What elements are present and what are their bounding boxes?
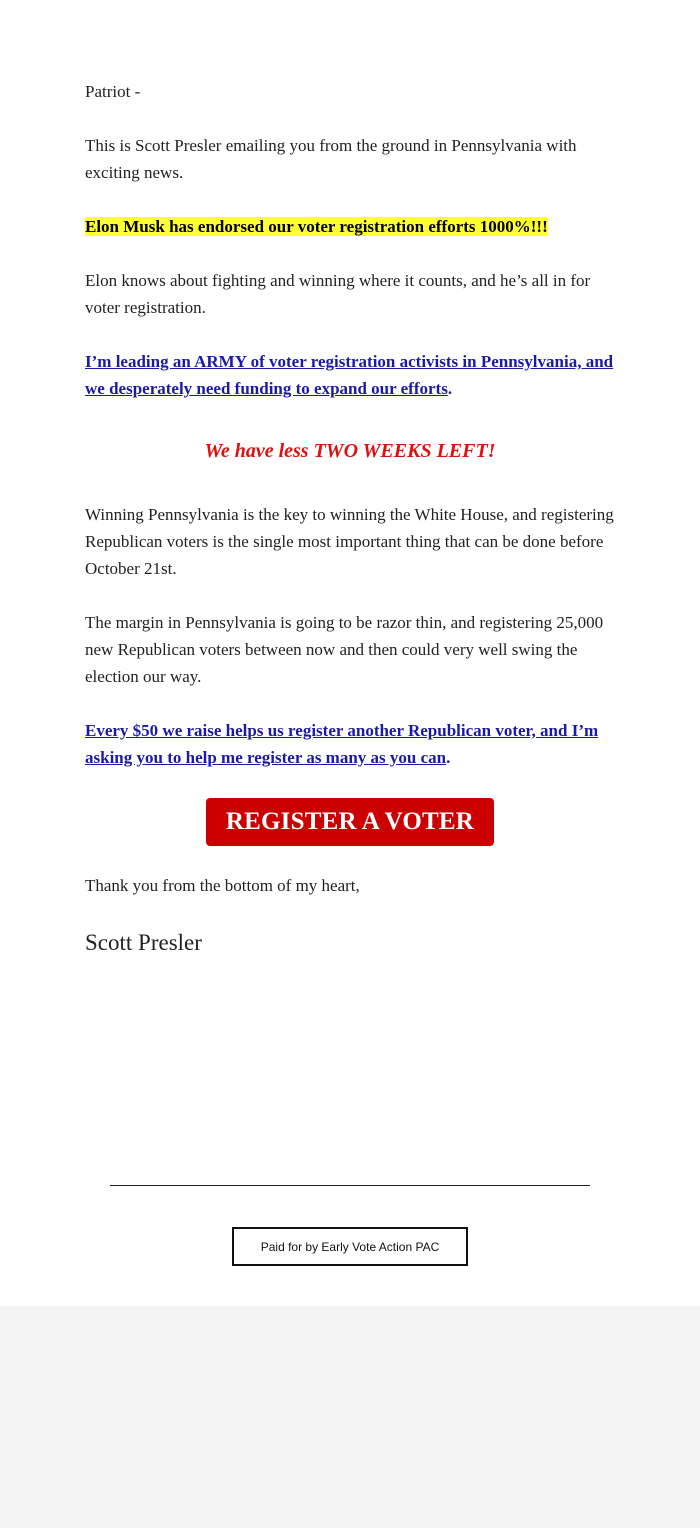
army-donate-link[interactable]: I’m leading an ARMY of voter registration activists in Pennsylvania, and we desperately need funding to expand our efforts xyxy=(85,352,614,398)
email-content xyxy=(85,78,615,983)
fifty-donate-link[interactable]: Every $50 we raise helps us register another Republican voter, and I’m asking you to help me register as many as you can xyxy=(85,721,599,767)
greeting: Patriot - xyxy=(85,82,141,101)
elon-paragraph: Elon knows about fighting and winning where it counts, and he’s all in for voter registration. xyxy=(85,271,591,317)
army-period: . xyxy=(447,379,453,398)
urgent-notice: We have less TWO WEEKS LEFT! xyxy=(204,440,496,462)
highlighted-text: Elon Musk has endorsed our voter registration efforts 1000%!!! xyxy=(85,217,548,236)
highlight-paragraph xyxy=(85,213,615,240)
footer-divider xyxy=(110,1185,590,1186)
disclaimer-text: Paid for by Early Vote Action PAC xyxy=(260,1239,440,1254)
margin-paragraph: The margin in Pennsylvania is going to be razor thin, and registering 25,000 new Republican voters between now and then could very well swing the election our way. xyxy=(85,613,604,686)
fifty-period: . xyxy=(446,748,451,767)
cta-container xyxy=(85,798,615,846)
winning-paragraph: Winning Pennsylvania is the key to winning the White House, and registering Republican voters is the single most important thing that can be done before October 21st. xyxy=(85,505,614,578)
signature: Scott Presler xyxy=(85,930,202,955)
army-paragraph xyxy=(85,348,615,402)
thanks-line: Thank you from the bottom of my heart, xyxy=(85,876,360,895)
fifty-paragraph xyxy=(85,717,615,771)
register-voter-button[interactable]: REGISTER A VOTER xyxy=(206,798,494,846)
paid-for-disclaimer xyxy=(232,1227,468,1266)
intro-paragraph: This is Scott Presler emailing you from the ground in Pennsylvania with exciting news. xyxy=(85,136,577,182)
